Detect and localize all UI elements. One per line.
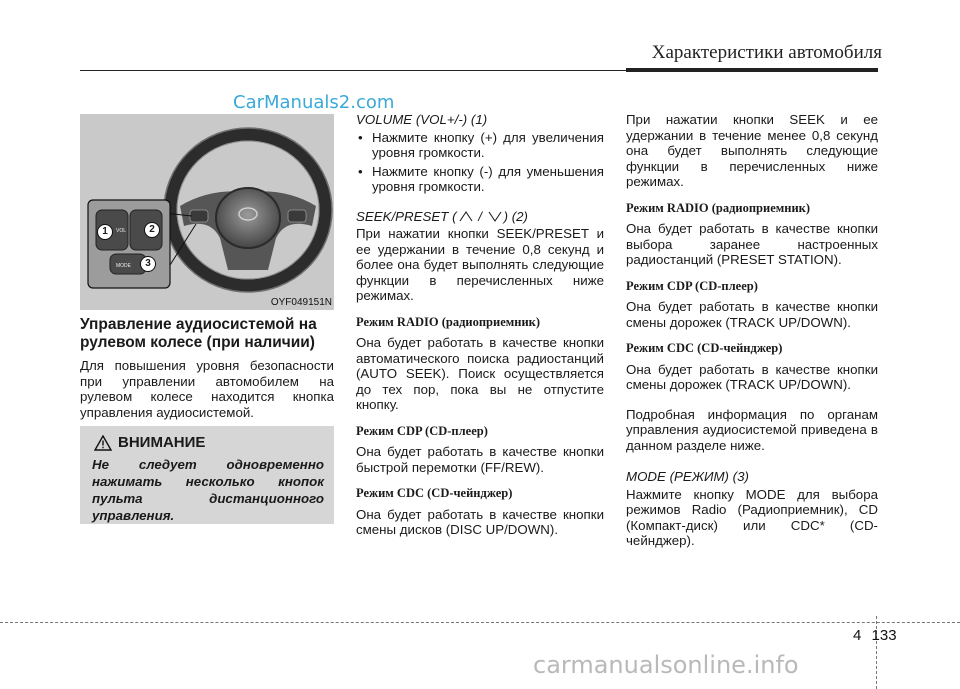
- mode-text: Она будет работать в качестве кнопки быстрой перемотки (FF/REW).: [356, 444, 604, 475]
- steering-wheel-icon: [80, 114, 334, 310]
- right-column: [626, 112, 878, 549]
- figure-code: OYF049151N: [270, 297, 332, 308]
- mode-title: Режим RADIO (радиоприемник): [626, 200, 811, 215]
- running-header: Характеристики автомобиля: [651, 42, 882, 63]
- seek-heading-suffix: ) (2): [503, 208, 528, 224]
- warning-title: [94, 434, 205, 451]
- chevron-up-icon: [459, 211, 473, 222]
- seek-heading-prefix: SEEK/PRESET (: [356, 208, 457, 224]
- mode-body: Нажмите кнопку MODE для выбора режимов Radio (Радиоприемник), CD (Компакт-диск) или CDC* (CD-чейнджер).: [626, 486, 878, 548]
- page-number-value: 133: [871, 627, 897, 644]
- footer-rule: [0, 622, 960, 623]
- section-intro: Для повышения уровня безопасности при управлении автомобилем на рулевом колесе находится кнопка управления аудиосистемой.: [80, 358, 334, 420]
- warning-icon: [94, 435, 112, 451]
- mode-title: Режим CDP (CD-плеер): [356, 423, 488, 438]
- warning-text: Не следует одновременно нажимать несколько кнопок пульта дистанционного управления.: [92, 457, 324, 523]
- header-rule-accent: [626, 68, 878, 72]
- callout-1: 1: [97, 224, 113, 240]
- section-heading: Управление аудиосистемой на рулевом колесе (при наличии): [80, 316, 317, 351]
- mode-title: Режим CDC (CD-чейнджер): [626, 341, 783, 355]
- seek-heading: SEEK/PRESET ( / ) (2): [356, 208, 528, 224]
- seek-body: При нажатии кнопки SEEK/PRESET и ее удержании в течение 0,8 секунд и более она будет выполнять следующие функции в перечисленных ниже режимах.: [356, 226, 604, 303]
- watermark-top: CarManuals2.com: [233, 92, 395, 113]
- mode-text: Она будет работать в качестве кнопки автоматического поиска радиостанций (AUTO SEEK). Поиск осуществляется до тех пор, пока вы не отпустите кнопку.: [356, 335, 604, 412]
- chapter-number: 4: [853, 627, 862, 644]
- mode-heading: MODE (РЕЖИМ) (3): [626, 469, 749, 484]
- warning-label: ВНИМАНИЕ: [118, 434, 206, 451]
- page-number: [853, 627, 897, 644]
- short-press-intro: При нажатии кнопки SEEK и ее удержании в течение менее 0,8 секунд она будет выполнять следующие функции в перечисленных ниже режимах.: [626, 112, 878, 189]
- callout-3: 3: [140, 256, 156, 272]
- middle-column: [356, 112, 604, 538]
- steering-wheel-figure: [80, 114, 334, 310]
- mode-title: Режим CDC (CD-чейнджер): [356, 486, 513, 500]
- watermark-bottom: carmanualsonline.info: [533, 651, 799, 679]
- warning-box: [80, 426, 334, 524]
- svg-text:MODE: MODE: [116, 263, 131, 269]
- mode-text: Она будет работать в качестве кнопки смены дисков (DISC UP/DOWN).: [356, 506, 604, 537]
- list-item: • Нажмите кнопку (+) для увеличения уровня громкости.: [356, 130, 604, 161]
- chevron-down-icon: [488, 211, 502, 222]
- volume-heading: VOLUME (VOL+/-) (1): [356, 112, 488, 127]
- mode-title: Режим CDP (CD-плеер): [626, 278, 758, 293]
- volume-list: [356, 130, 604, 195]
- svg-text:VOL: VOL: [116, 228, 127, 234]
- list-item: • Нажмите кнопку (-) для уменьшения уровня громкости.: [356, 164, 604, 195]
- mode-text: Она будет работать в качестве кнопки смены дорожек (TRACK UP/DOWN).: [626, 361, 878, 392]
- more-info: Подробная информация по органам управления аудиосистемой приведена в данном разделе ниже.: [626, 406, 878, 453]
- left-column: [80, 316, 334, 420]
- mode-title: Режим RADIO (радиоприемник): [356, 314, 541, 329]
- mode-text: Она будет работать в качестве кнопки выбора заранее настроенных радиостанций (PRESET STATION).: [626, 221, 878, 267]
- mode-text: Она будет работать в качестве кнопки смены дорожек (TRACK UP/DOWN).: [626, 299, 878, 330]
- callout-2: 2: [144, 222, 160, 238]
